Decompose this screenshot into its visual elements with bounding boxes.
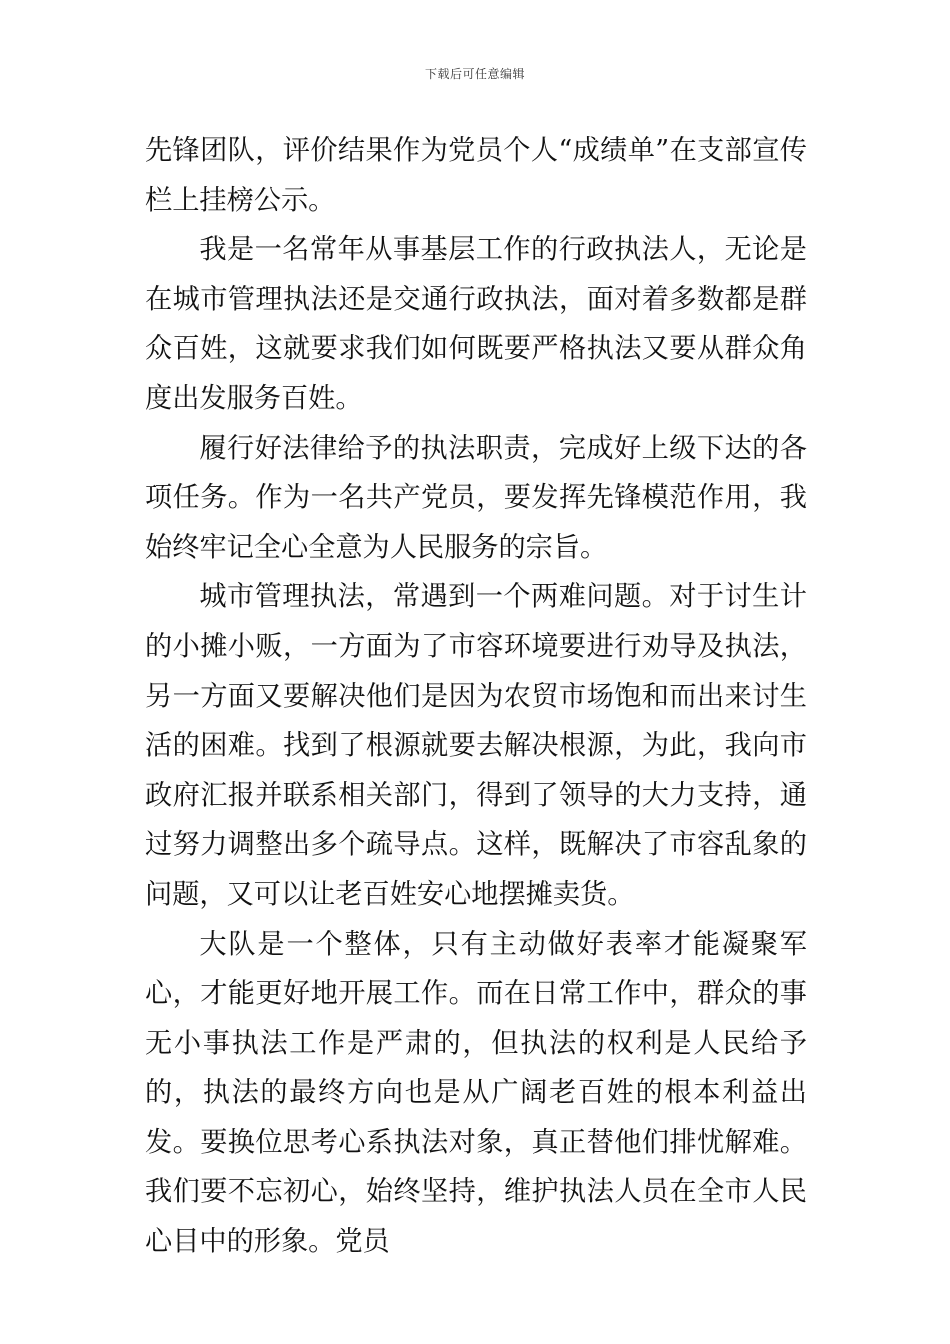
page-header-note: 下载后可任意编辑: [424, 67, 525, 81]
paragraph-law-enforcer-intro: 我是一名常年从事基层工作的行政执法人，无论是在城市管理执法还是交通行政执法，面对着多数都是群众百姓，这就要求我们如何既要严格执法又要从群众角度出发服务百姓。: [145, 234, 807, 414]
paragraph-duties: 履行好法律给予的执法职责，完成好上级下达的各项任务。作为一名共产党员，要发挥先锋模范作用，我始终牢记全心全意为人民服务的宗旨。: [145, 432, 807, 563]
paragraph-city-management: 城市管理执法，常遇到一个两难问题。对于讨生计的小摊小贩，一方面为了市容环境要进行劝导及执法，另一方面又要解决他们是因为农贸市场饱和而出来讨生活的困难。找到了根源就要去解决根源，为此，我向市政府汇报并联系相关部门，得到了领导的大力支持，通过努力调整出多个疏导点。这样，既解决了市容乱象的问题，又可以让老百姓安心地摆摊卖货。: [145, 581, 807, 910]
paragraph-continuation: 先锋团队，评价结果作为党员个人“成绩单”在支部宣传栏上挂榜公示。: [145, 135, 807, 216]
document-body: [145, 126, 807, 1267]
paragraph-team-example: 大队是一个整体，只有主动做好表率才能凝聚军心，才能更好地开展工作。而在日常工作中，群众的事无小事执法工作是严肃的，但执法的权利是人民给予的，执法的最终方向也是从广阔老百姓的根本利益出发。要换位思考心系执法对象，真正替他们排忧解难。我们要不忘初心，始终坚持，维护执法人员在全市人民心目中的形象。党员: [145, 928, 807, 1258]
